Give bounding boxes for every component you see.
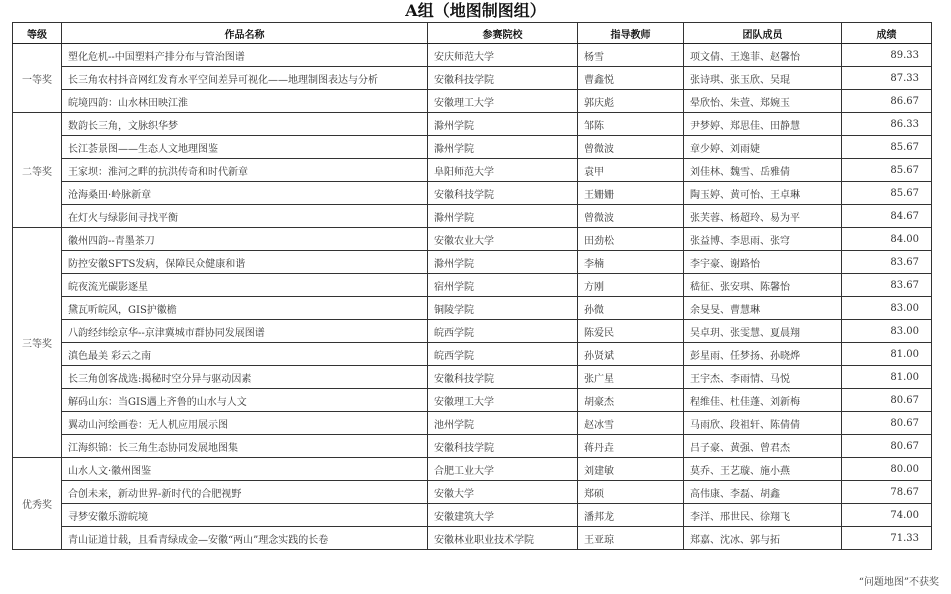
work-name-cell: 徽州四韵--青墨茶刀 bbox=[62, 228, 428, 251]
teacher-cell: 邹陈 bbox=[578, 113, 684, 136]
score-cell: 85.67 bbox=[842, 136, 932, 159]
members-cell: 张芙蓉、杨超玲、易为平 bbox=[684, 205, 842, 228]
members-cell: 嵇征、张安琪、陈馨怡 bbox=[684, 274, 842, 297]
score-cell: 81.00 bbox=[842, 366, 932, 389]
members-cell: 张益博、李思雨、张穹 bbox=[684, 228, 842, 251]
award-level-cell: 二等奖 bbox=[13, 113, 62, 228]
table-row bbox=[13, 527, 932, 550]
members-cell: 李洋、邢世民、徐翔飞 bbox=[684, 504, 842, 527]
table-row bbox=[13, 481, 932, 504]
table-body bbox=[13, 44, 932, 550]
work-name-cell: 塑化危机--中国塑料产排分布与管治图谱 bbox=[62, 44, 428, 67]
score-cell: 84.67 bbox=[842, 205, 932, 228]
school-cell: 池州学院 bbox=[428, 412, 578, 435]
school-cell: 铜陵学院 bbox=[428, 297, 578, 320]
work-name-cell: 江海织锦：长三角生态协同发展地图集 bbox=[62, 435, 428, 458]
table-row bbox=[13, 504, 932, 527]
score-cell: 80.67 bbox=[842, 389, 932, 412]
members-cell: 郑嘉、沈冰、郭与拓 bbox=[684, 527, 842, 550]
teacher-cell: 孙微 bbox=[578, 297, 684, 320]
score-cell: 85.67 bbox=[842, 159, 932, 182]
table-row bbox=[13, 205, 932, 228]
members-cell: 高伟康、李磊、胡鑫 bbox=[684, 481, 842, 504]
teacher-cell: 潘邦龙 bbox=[578, 504, 684, 527]
header-teacher: 指导教师 bbox=[578, 23, 684, 44]
teacher-cell: 田劲松 bbox=[578, 228, 684, 251]
table-row bbox=[13, 458, 932, 481]
members-cell: 尹梦婷、郑思佳、田静慧 bbox=[684, 113, 842, 136]
teacher-cell: 蒋丹垚 bbox=[578, 435, 684, 458]
teacher-cell: 陈爱民 bbox=[578, 320, 684, 343]
teacher-cell: 郭庆彪 bbox=[578, 90, 684, 113]
work-name-cell: 八韵经纬绘京华--京津冀城市群协同发展图谱 bbox=[62, 320, 428, 343]
members-cell: 章少婷、刘雨婕 bbox=[684, 136, 842, 159]
footnote: “问题地图”不获奖 bbox=[858, 577, 939, 588]
school-cell: 安徽科技学院 bbox=[428, 435, 578, 458]
score-cell: 87.33 bbox=[842, 67, 932, 90]
score-cell: 80.00 bbox=[842, 458, 932, 481]
school-cell: 安徽林业职业技术学院 bbox=[428, 527, 578, 550]
score-cell: 83.00 bbox=[842, 320, 932, 343]
score-cell: 86.67 bbox=[842, 90, 932, 113]
work-name-cell: 长三角创客战选:揭秘时空分异与驱动因素 bbox=[62, 366, 428, 389]
header-row bbox=[13, 23, 932, 44]
header-members: 团队成员 bbox=[684, 23, 842, 44]
header-school: 参赛院校 bbox=[428, 23, 578, 44]
work-name-cell: 青山证道廿载，且看青绿成金—安徽“两山”理念实践的长卷 bbox=[62, 527, 428, 550]
table-row bbox=[13, 44, 932, 67]
table-row bbox=[13, 389, 932, 412]
teacher-cell: 刘建敏 bbox=[578, 458, 684, 481]
school-cell: 滁州学院 bbox=[428, 136, 578, 159]
school-cell: 宿州学院 bbox=[428, 274, 578, 297]
score-cell: 89.33 bbox=[842, 44, 932, 67]
members-cell: 项文倩、王逸菲、赵馨怡 bbox=[684, 44, 842, 67]
teacher-cell: 曾微波 bbox=[578, 205, 684, 228]
school-cell: 安徽农业大学 bbox=[428, 228, 578, 251]
table-row bbox=[13, 412, 932, 435]
header-level: 等级 bbox=[13, 23, 62, 44]
teacher-cell: 孙贤斌 bbox=[578, 343, 684, 366]
work-name-cell: 沧海桑田·岭脉新章 bbox=[62, 182, 428, 205]
award-level-cell: 优秀奖 bbox=[13, 458, 62, 550]
work-name-cell: 皖境四韵：山水林田映江淮 bbox=[62, 90, 428, 113]
school-cell: 安徽理工大学 bbox=[428, 389, 578, 412]
score-cell: 86.33 bbox=[842, 113, 932, 136]
table-row bbox=[13, 90, 932, 113]
members-cell: 王宇杰、李雨情、马悦 bbox=[684, 366, 842, 389]
school-cell: 安徽建筑大学 bbox=[428, 504, 578, 527]
score-cell: 80.67 bbox=[842, 412, 932, 435]
teacher-cell: 张广星 bbox=[578, 366, 684, 389]
score-cell: 78.67 bbox=[842, 481, 932, 504]
work-name-cell: 在灯火与绿影间寻找平衡 bbox=[62, 205, 428, 228]
table-row bbox=[13, 136, 932, 159]
table-row bbox=[13, 320, 932, 343]
table-row bbox=[13, 435, 932, 458]
table-row bbox=[13, 228, 932, 251]
award-level-cell: 一等奖 bbox=[13, 44, 62, 113]
table-row bbox=[13, 251, 932, 274]
school-cell: 皖西学院 bbox=[428, 320, 578, 343]
members-cell: 余旻旻、曹慧琳 bbox=[684, 297, 842, 320]
members-cell: 李宇豪、谢路怡 bbox=[684, 251, 842, 274]
table-row bbox=[13, 182, 932, 205]
school-cell: 安徽科技学院 bbox=[428, 182, 578, 205]
table-row bbox=[13, 67, 932, 90]
members-cell: 彭星雨、任梦扬、孙晓烨 bbox=[684, 343, 842, 366]
score-cell: 84.00 bbox=[842, 228, 932, 251]
school-cell: 合肥工业大学 bbox=[428, 458, 578, 481]
school-cell: 滁州学院 bbox=[428, 205, 578, 228]
work-name-cell: 皖夜流光碳影逐星 bbox=[62, 274, 428, 297]
awards-table bbox=[12, 22, 932, 550]
header-score: 成绩 bbox=[842, 23, 932, 44]
teacher-cell: 郑硕 bbox=[578, 481, 684, 504]
work-name-cell: 防控安徽SFTS发病，保障民众健康和谐 bbox=[62, 251, 428, 274]
school-cell: 安徽理工大学 bbox=[428, 90, 578, 113]
work-name-cell: 数韵长三角，文脉织华梦 bbox=[62, 113, 428, 136]
members-cell: 莫乔、王艺璇、施小燕 bbox=[684, 458, 842, 481]
school-cell: 滁州学院 bbox=[428, 113, 578, 136]
score-cell: 83.67 bbox=[842, 274, 932, 297]
members-cell: 吕子豪、黄强、曾君杰 bbox=[684, 435, 842, 458]
teacher-cell: 杨雪 bbox=[578, 44, 684, 67]
score-cell: 80.67 bbox=[842, 435, 932, 458]
members-cell: 张诗琪、张玉欣、吴琨 bbox=[684, 67, 842, 90]
members-cell: 陶玉婷、黄可怡、王卓琳 bbox=[684, 182, 842, 205]
members-cell: 马雨欣、段祖轩、陈倩倩 bbox=[684, 412, 842, 435]
work-name-cell: 长三角农村抖音网红发育水平空间差异可视化——地理制图表达与分析 bbox=[62, 67, 428, 90]
work-name-cell: 合创未来，新动世界-新时代的合肥视野 bbox=[62, 481, 428, 504]
score-cell: 83.00 bbox=[842, 297, 932, 320]
school-cell: 安徽科技学院 bbox=[428, 67, 578, 90]
work-name-cell: 王家坝：淮河之畔的抗洪传奇和时代新章 bbox=[62, 159, 428, 182]
page-title: A组（地图制图组） bbox=[405, 1, 546, 20]
teacher-cell: 王亚琼 bbox=[578, 527, 684, 550]
teacher-cell: 曾微波 bbox=[578, 136, 684, 159]
score-cell: 71.33 bbox=[842, 527, 932, 550]
table-row bbox=[13, 366, 932, 389]
table-row bbox=[13, 343, 932, 366]
school-cell: 阜阳师范大学 bbox=[428, 159, 578, 182]
table-row bbox=[13, 274, 932, 297]
school-cell: 皖西学院 bbox=[428, 343, 578, 366]
school-cell: 安庆师范大学 bbox=[428, 44, 578, 67]
table-row bbox=[13, 113, 932, 136]
table-row bbox=[13, 297, 932, 320]
work-name-cell: 解码山东：当GIS遇上齐鲁的山水与人文 bbox=[62, 389, 428, 412]
work-name-cell: 黛瓦听皖风，GIS护徽檐 bbox=[62, 297, 428, 320]
members-cell: 刘佳林、魏雪、岳雅倩 bbox=[684, 159, 842, 182]
teacher-cell: 曹鑫悦 bbox=[578, 67, 684, 90]
teacher-cell: 王姗姗 bbox=[578, 182, 684, 205]
work-name-cell: 滇色最美 彩云之南 bbox=[62, 343, 428, 366]
work-name-cell: 长江荟景图——生态人文地理图鉴 bbox=[62, 136, 428, 159]
header-work: 作品名称 bbox=[62, 23, 428, 44]
score-cell: 81.00 bbox=[842, 343, 932, 366]
work-name-cell: 寻梦安徽乐游皖境 bbox=[62, 504, 428, 527]
award-level-cell: 三等奖 bbox=[13, 228, 62, 458]
school-cell: 滁州学院 bbox=[428, 251, 578, 274]
school-cell: 安徽科技学院 bbox=[428, 366, 578, 389]
table-row bbox=[13, 159, 932, 182]
score-cell: 85.67 bbox=[842, 182, 932, 205]
teacher-cell: 胡豪杰 bbox=[578, 389, 684, 412]
score-cell: 83.67 bbox=[842, 251, 932, 274]
score-cell: 74.00 bbox=[842, 504, 932, 527]
teacher-cell: 袁甲 bbox=[578, 159, 684, 182]
teacher-cell: 赵冰雪 bbox=[578, 412, 684, 435]
members-cell: 晕欣怡、朱萱、郑婉玉 bbox=[684, 90, 842, 113]
teacher-cell: 李楠 bbox=[578, 251, 684, 274]
teacher-cell: 方刚 bbox=[578, 274, 684, 297]
members-cell: 吴卓玥、张雯慧、夏晨翔 bbox=[684, 320, 842, 343]
school-cell: 安徽大学 bbox=[428, 481, 578, 504]
members-cell: 程维佳、杜佳蓬、刘新梅 bbox=[684, 389, 842, 412]
work-name-cell: 翼动山河绘画卷：无人机应用展示图 bbox=[62, 412, 428, 435]
work-name-cell: 山水人文·徽州图鉴 bbox=[62, 458, 428, 481]
